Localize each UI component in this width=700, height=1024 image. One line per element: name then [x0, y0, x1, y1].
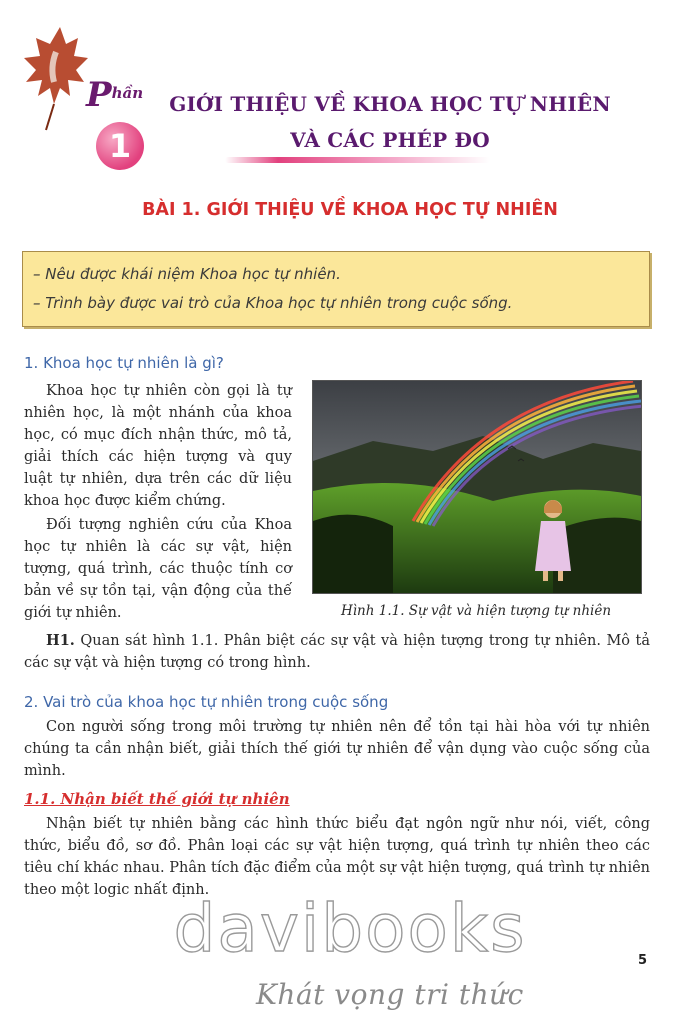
- figure-rainbow-photo: [312, 380, 642, 594]
- paragraph: Khoa học tự nhiên còn gọi là tự nhiên học, là một nhánh của khoa học, có mục đích nhận thức, mô tả, giải thích các hiện tượng và quy luật tự nhiên, dựa trên các dữ liệu khoa học được kiểm chứng.: [24, 383, 292, 509]
- paragraph: Con người sống trong môi trường tự nhiên nên để tồn tại hài hòa với tự nhiên chúng ta cần nhận biết, giải thích thế giới tự nhiên để vận dụng vào cuộc sống của mình.: [24, 719, 650, 779]
- part-label-initial: P: [86, 75, 112, 115]
- subsection-heading: 1.1. Nhận biết thế giới tự nhiên: [24, 790, 290, 808]
- paragraph: Đối tượng nghiên cứu của Khoa học tự nhiên là các sự vật, hiện tượng, quá trình, các thuộc tính cơ bản về sự tồn tại, vận động của thế giới tự nhiên.: [24, 517, 292, 621]
- part-number-badge: 1: [96, 122, 144, 170]
- title-underline: [225, 157, 490, 163]
- question-label: H1.: [46, 632, 75, 649]
- page-number: 5: [638, 953, 648, 968]
- part-label: [86, 75, 144, 115]
- figure-caption: Hình 1.1. Sự vật và hiện tượng tự nhiên: [340, 603, 612, 619]
- objectives-box: [22, 251, 650, 327]
- objective-item: – Trình bày được vai trò của Khoa học tự nhiên trong cuộc sống.: [33, 294, 513, 312]
- watermark-slogan: Khát vọng tri thức: [256, 978, 524, 1011]
- watermark-brand: davibooks: [173, 890, 527, 967]
- objective-item: – Nêu được khái niệm Khoa học tự nhiên.: [33, 265, 341, 283]
- part-label-suffix: hần: [111, 84, 144, 102]
- section-heading: 2. Vai trò của khoa học tự nhiên trong cuộc sống: [24, 693, 389, 711]
- maple-leaf-icon: [20, 22, 90, 132]
- lesson-title: BÀI 1. GIỚI THIỆU VỀ KHOA HỌC TỰ NHIÊN: [142, 200, 558, 220]
- part-title-line1: GIỚI THIỆU VỀ KHOA HỌC TỰ NHIÊN: [169, 92, 611, 116]
- paragraph: Nhận biết tự nhiên bằng các hình thức biểu đạt ngôn ngữ như nói, viết, công thức, biểu đồ, sơ đồ. Phân loại các sự vật hiện tượng, quá trình tự nhiên theo các tiêu chí khác nhau. Phân tích đặc điểm của một sự vật hiện tượng, quá trình tự nhiên theo một logic nhất định.: [24, 816, 650, 898]
- part-title-line2: VÀ CÁC PHÉP ĐO: [290, 128, 490, 152]
- question-text: Quan sát hình 1.1. Phân biệt các sự vật và hiện tượng trong tự nhiên. Mô tả các sự vật và hiện tượng có trong hình.: [24, 633, 650, 671]
- section-heading: 1. Khoa học tự nhiên là gì?: [24, 354, 224, 372]
- question-paragraph: [24, 630, 650, 674]
